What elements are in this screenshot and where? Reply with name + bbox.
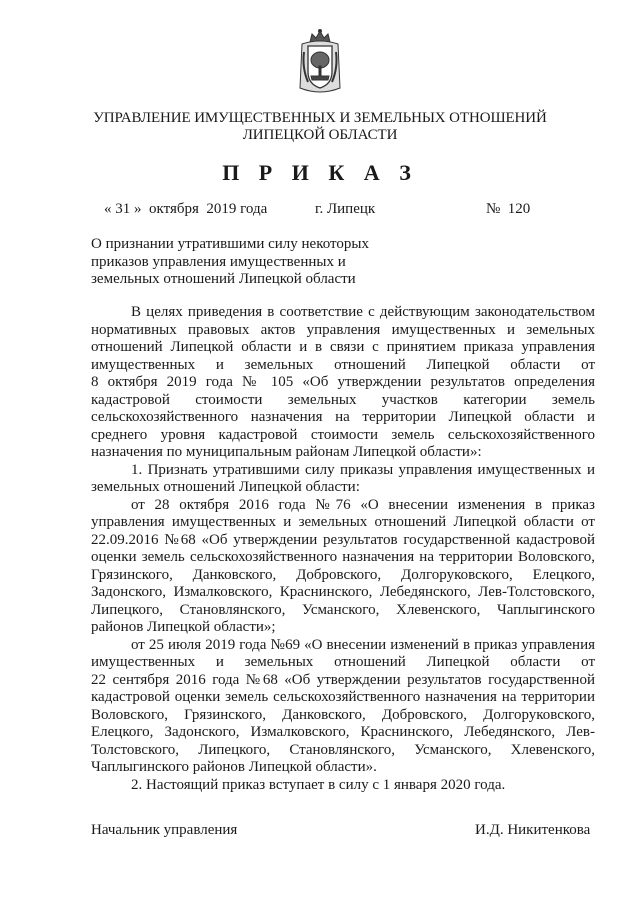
- body-line: Задонского, Измалковского, Краснинского, Лебедянского, Лев-Толстовского,: [91, 584, 595, 600]
- body-line: среднего уровня кадастровой стоимости земель сельскохозяйственного: [91, 426, 595, 443]
- organization-line-1: УПРАВЛЕНИЕ ИМУЩЕСТВЕННЫХ И ЗЕМЕЛЬНЫХ ОТНОШЕНИЙ: [93, 110, 547, 126]
- body-line: Чаплыгинского районов Липецкой области».: [91, 759, 377, 775]
- body-line: 22.09.2016 №68 «Об утверждении результатов государственной кадастровой: [91, 531, 595, 548]
- body-line: кадастровой оценки земель сельскохозяйственного назначения на территории: [91, 689, 595, 705]
- coat-of-arms-icon: [296, 28, 344, 98]
- body-line: 8 октября 2019 года № 105 «Об утверждении результатов определения: [91, 374, 595, 390]
- body-line: 2. Настоящий приказ вступает в силу с 1 января 2020 года.: [131, 776, 506, 793]
- document-place: г. Липецк: [315, 201, 376, 217]
- subject-line: земельных отношений Липецкой области: [91, 271, 356, 287]
- body-line: управления имущественных и земельных отношений Липецкой области от: [91, 514, 595, 530]
- body-line: районов Липецкой области»;: [91, 619, 276, 635]
- body-line: Грязинского, Данковского, Добровского, Долгоруковского, Елецкого,: [91, 566, 595, 583]
- signature-position: Начальник управления: [91, 822, 238, 838]
- body-line: назначения по муниципальным районам Липецкой области»:: [91, 444, 482, 460]
- body-line: В целях приведения в соответствие с действующим законодательством: [131, 304, 595, 320]
- document-body: [91, 304, 595, 794]
- body-line: имущественных и земельных отношений Липецкой области от: [91, 654, 595, 670]
- body-line: отношений Липецкой области и в связи с принятием приказа управления: [91, 339, 595, 355]
- signature-name: И.Д. Никитенкова: [475, 822, 591, 838]
- body-line: от 28 октября 2016 года №76 «О внесении изменения в приказ: [131, 496, 595, 513]
- document-number: № 120: [486, 201, 531, 217]
- organization-line-2: ЛИПЕЦКОЙ ОБЛАСТИ: [242, 127, 398, 143]
- subject-line: приказов управления имущественных и: [91, 253, 346, 270]
- body-line: кадастровой стоимости земельных участков категории земель: [91, 391, 595, 408]
- body-line: от 25 июля 2019 года №69 «О внесении изменений в приказ управления: [131, 636, 595, 653]
- body-line: оценки земель сельскохозяйственного назначения на территории Воловского,: [91, 549, 595, 565]
- body-line: Елецкого, Задонского, Измалковского, Краснинского, Лебедянского, Лев-: [91, 724, 595, 740]
- body-line: нормативных правовых актов управления имущественных и земельных: [91, 321, 595, 338]
- body-line: земельных отношений Липецкой области:: [91, 479, 360, 495]
- document-type-title: П Р И К А З: [222, 160, 418, 185]
- body-line: Липецкого, Становлянского, Усманского, Хлевенского, Чаплыгинского: [91, 601, 595, 618]
- organization-name: [60, 110, 580, 144]
- subject-line: О признании утратившими силу некоторых: [91, 236, 369, 252]
- body-line: Воловского, Грязинского, Данковского, Добровского, Долгоруковского,: [91, 706, 595, 723]
- body-line: имущественных и земельных отношений Липецкой области от: [91, 356, 595, 373]
- body-line: сельскохозяйственного назначения на территории Липецкой области и: [91, 409, 595, 425]
- body-line: 22 сентября 2016 года №68 «Об утверждении результатов государственной: [91, 671, 595, 688]
- document-date: « 31 » октября 2019 года: [104, 201, 268, 217]
- body-line: Толстовского, Липецкого, Становлянского, Усманского, Хлевенского,: [91, 741, 595, 758]
- document-subject: [91, 236, 401, 289]
- body-line: 1. Признать утратившими силу приказы управления имущественных и: [131, 461, 595, 478]
